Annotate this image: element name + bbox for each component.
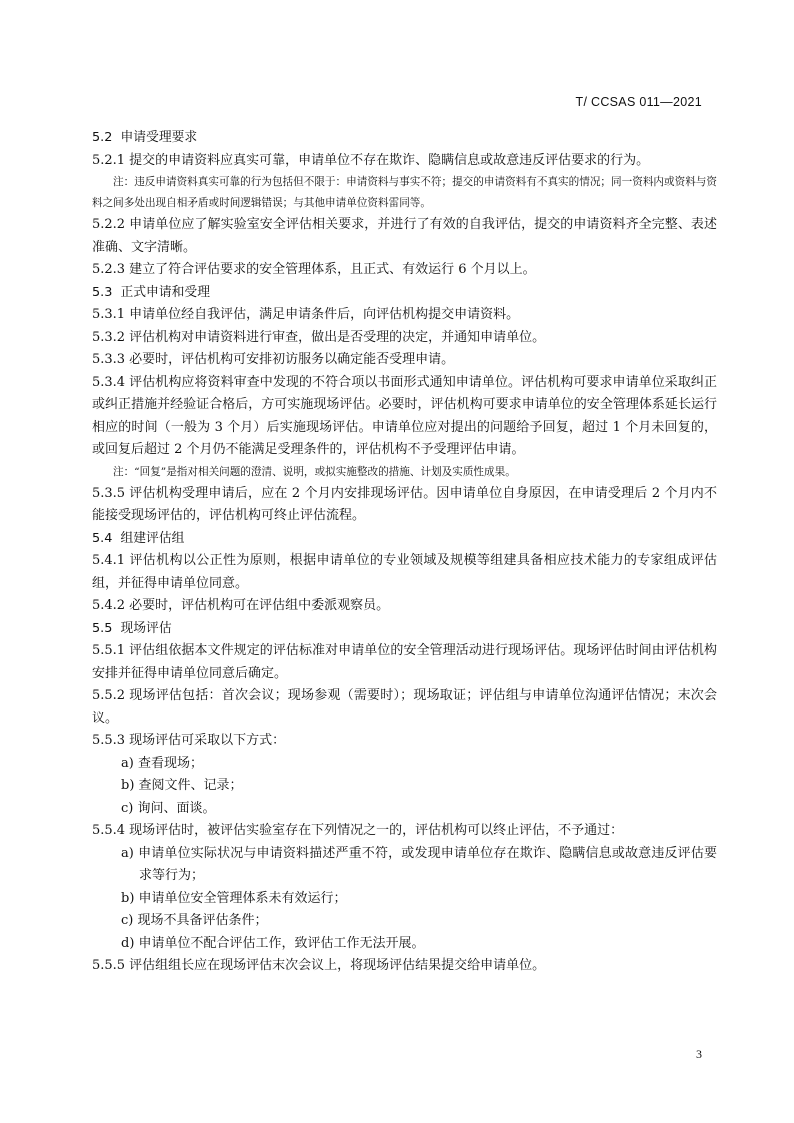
list-item: b) 查阅文件、记录； bbox=[121, 778, 243, 793]
note-5-2-1: 注：违反申请资料真实可靠的行为包括但不限于：申请资料与事实不符；提交的申请资料有不真实的情况；同一资料内或资料与资料之间多处出现自相矛盾或时间逻辑错误；与其他申请单位资料雷同等。 bbox=[92, 176, 717, 209]
section-5-4-heading: 5.4 组建评估组 bbox=[92, 530, 185, 546]
section-5-3-heading: 5.3 正式申请和受理 bbox=[92, 284, 211, 300]
clause-5-3-5: 5.3.5 评估机构受理申请后，应在 2 个月内安排现场评估。因申请单位自身原因，在申请受理后 2 个月内不能接受现场评估的，评估机构可终止评估流程。 bbox=[92, 485, 717, 523]
clause-5-5-1: 5.5.1 评估组依据本文件规定的评估标准对申请单位的安全管理活动进行现场评估。现场评估时间由评估机构安排并征得申请单位同意后确定。 bbox=[92, 643, 717, 681]
document-body bbox=[92, 127, 717, 978]
page-number: 3 bbox=[696, 1047, 702, 1061]
clause-5-5-4: 5.5.4 现场评估时，被评估实验室存在下列情况之一的，评估机构可以终止评估，不予通过： bbox=[92, 823, 624, 838]
clause-5-5-2: 5.5.2 现场评估包括：首次会议；现场参观（需要时）；现场取证；评估组与申请单位沟通评估情况；末次会议。 bbox=[92, 688, 717, 726]
list-item: a) 申请单位实际状况与申请资料描述严重不符，或发现申请单位存在欺诈、隐瞒信息或故意违反评估要求等行为； bbox=[121, 845, 717, 883]
document-header: T/ CCSAS 011—2021 bbox=[575, 95, 702, 109]
section-5-2-heading: 5.2 申请受理要求 bbox=[92, 130, 198, 145]
list-item: b) 申请单位安全管理体系未有效运行； bbox=[121, 890, 347, 906]
section-5-5-heading: 5.5 现场评估 bbox=[92, 620, 172, 636]
clause-5-3-1: 5.3.1 申请单位经自我评估，满足申请条件后，向评估机构提交申请资料。 bbox=[92, 307, 520, 322]
list-item: c) 询问、面谈。 bbox=[121, 800, 216, 816]
clause-5-2-1: 5.2.1 提交的申请资料应真实可靠，申请单位不存在欺诈、隐瞒信息或故意违反评估要求的行为。 bbox=[92, 152, 650, 168]
clause-5-3-2: 5.3.2 评估机构对申请资料进行审查，做出是否受理的决定，并通知申请单位。 bbox=[92, 329, 546, 345]
clause-5-4-1: 5.4.1 评估机构以公正性为原则，根据申请单位的专业领域及规模等组建具备相应技术能力的专家组成评估组，并征得申请单位同意。 bbox=[92, 553, 717, 591]
list-item: c) 现场不具备评估条件； bbox=[121, 913, 268, 928]
clause-5-3-4: 5.3.4 评估机构应将资料审查中发现的不符合项以书面形式通知申请单位。评估机构可要求申请单位采取纠正或纠正措施并经验证合格后，方可实施现场评估。必要时，评估机构可要求申请单位的安全管理体系延长运行相应的时间（一般为 3 个月）后实施现场评估。申请单位应对提出的问题给予回复，超过 1 个月未回复的，或回复后超过 2 个月仍不能满足受理条件的，评估机构不予受理评估申请。 bbox=[92, 374, 717, 457]
clause-5-4-2: 5.4.2 必要时，评估机构可在评估组中委派观察员。 bbox=[92, 598, 390, 613]
note-5-3-4: 注：“回复”是指对相关问题的澄清、说明，或拟实施整改的措施、计划及实质性成果。 bbox=[113, 465, 516, 478]
list-item: d) 申请单位不配合评估工作，致评估工作无法开展。 bbox=[121, 935, 425, 951]
clause-5-2-2: 5.2.2 申请单位应了解实验室安全评估相关要求，并进行了有效的自我评估，提交的申请资料齐全完整、表述准确、文字清晰。 bbox=[92, 217, 717, 255]
clause-5-3-3: 5.3.3 必要时，评估机构可安排初访服务以确定能否受理申请。 bbox=[92, 352, 455, 367]
clause-5-5-3: 5.5.3 现场评估可采取以下方式： bbox=[92, 733, 286, 748]
list-item: a) 查看现场； bbox=[121, 755, 203, 771]
clause-5-2-3: 5.2.3 建立了符合评估要求的安全管理体系，且正式、有效运行 6 个月以上。 bbox=[92, 262, 536, 277]
clause-5-5-5: 5.5.5 评估组组长应在现场评估末次会议上，将现场评估结果提交给申请单位。 bbox=[92, 958, 546, 973]
